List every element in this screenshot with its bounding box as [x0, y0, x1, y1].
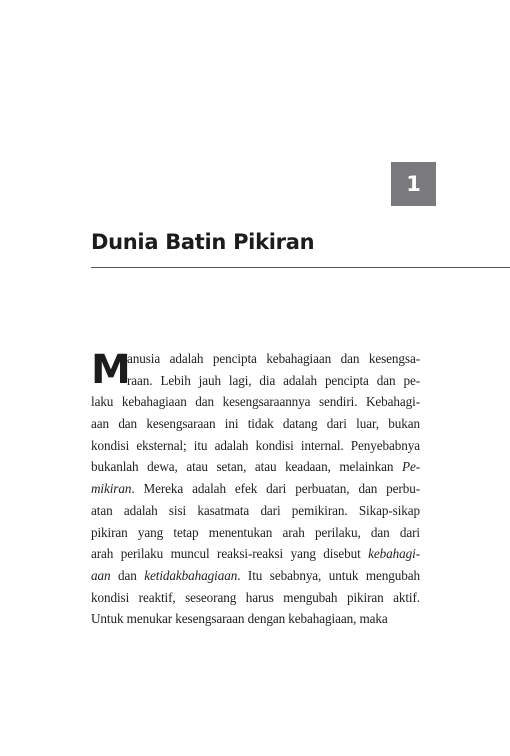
text-segment: dan — [110, 567, 145, 583]
text-line — [91, 478, 420, 500]
text-line — [91, 543, 420, 565]
text-line: kondisi eksternal; itu adalah kondisi internal. Penyebabnya — [91, 437, 420, 453]
text-line: laku kebahagiaan dan kesengsaraannya sendiri. Kebahagi- — [91, 394, 420, 410]
chapter-number: 1 — [406, 172, 421, 196]
text-line: Untuk menukar kesengsaraan dengan kebahagiaan, maka — [91, 611, 388, 627]
text-line: pikiran yang tetap menentukan arah perilaku, dan dari — [91, 524, 420, 540]
text-line: anusia adalah pencipta kebahagiaan dan kesengsa- — [127, 351, 420, 366]
text-segment: arah perilaku muncul reaksi-reaksi yang disebut — [91, 546, 369, 562]
text-segment: bukanlah dewa, atau setan, atau keadaan, melainkan — [91, 459, 402, 475]
italic-term: Pe- — [401, 459, 420, 475]
italic-term: ketidakbahagiaan — [144, 567, 238, 583]
chapter-title: Dunia Batin Pikiran — [91, 230, 315, 254]
text-segment: . Mereka adalah efek dari perbuatan, dan perbu- — [131, 481, 420, 497]
text-line: aan dan kesengsaraan ini tidak datang dari luar, bukan — [91, 416, 420, 432]
text-segment: . Itu sebabnya, untuk mengubah — [237, 567, 420, 583]
text-line: atan adalah sisi kasatmata dari pemikiran. Sikap-sikap — [91, 502, 420, 518]
text-line — [91, 565, 420, 587]
drop-cap-letter: M — [91, 347, 131, 393]
text-line: kondisi reaktif, seseorang harus mengubah pikiran aktif. — [91, 589, 420, 605]
text-line: raan. Lebih jauh lagi, dia adalah pencipta dan pe- — [127, 372, 420, 388]
chapter-number-box — [391, 162, 436, 206]
italic-term: kebahagi- — [368, 546, 420, 562]
text-line — [91, 456, 420, 478]
title-divider — [91, 267, 510, 268]
italic-term: aan — [91, 567, 111, 583]
italic-term: mikiran — [91, 481, 132, 497]
body-paragraph — [91, 348, 420, 630]
